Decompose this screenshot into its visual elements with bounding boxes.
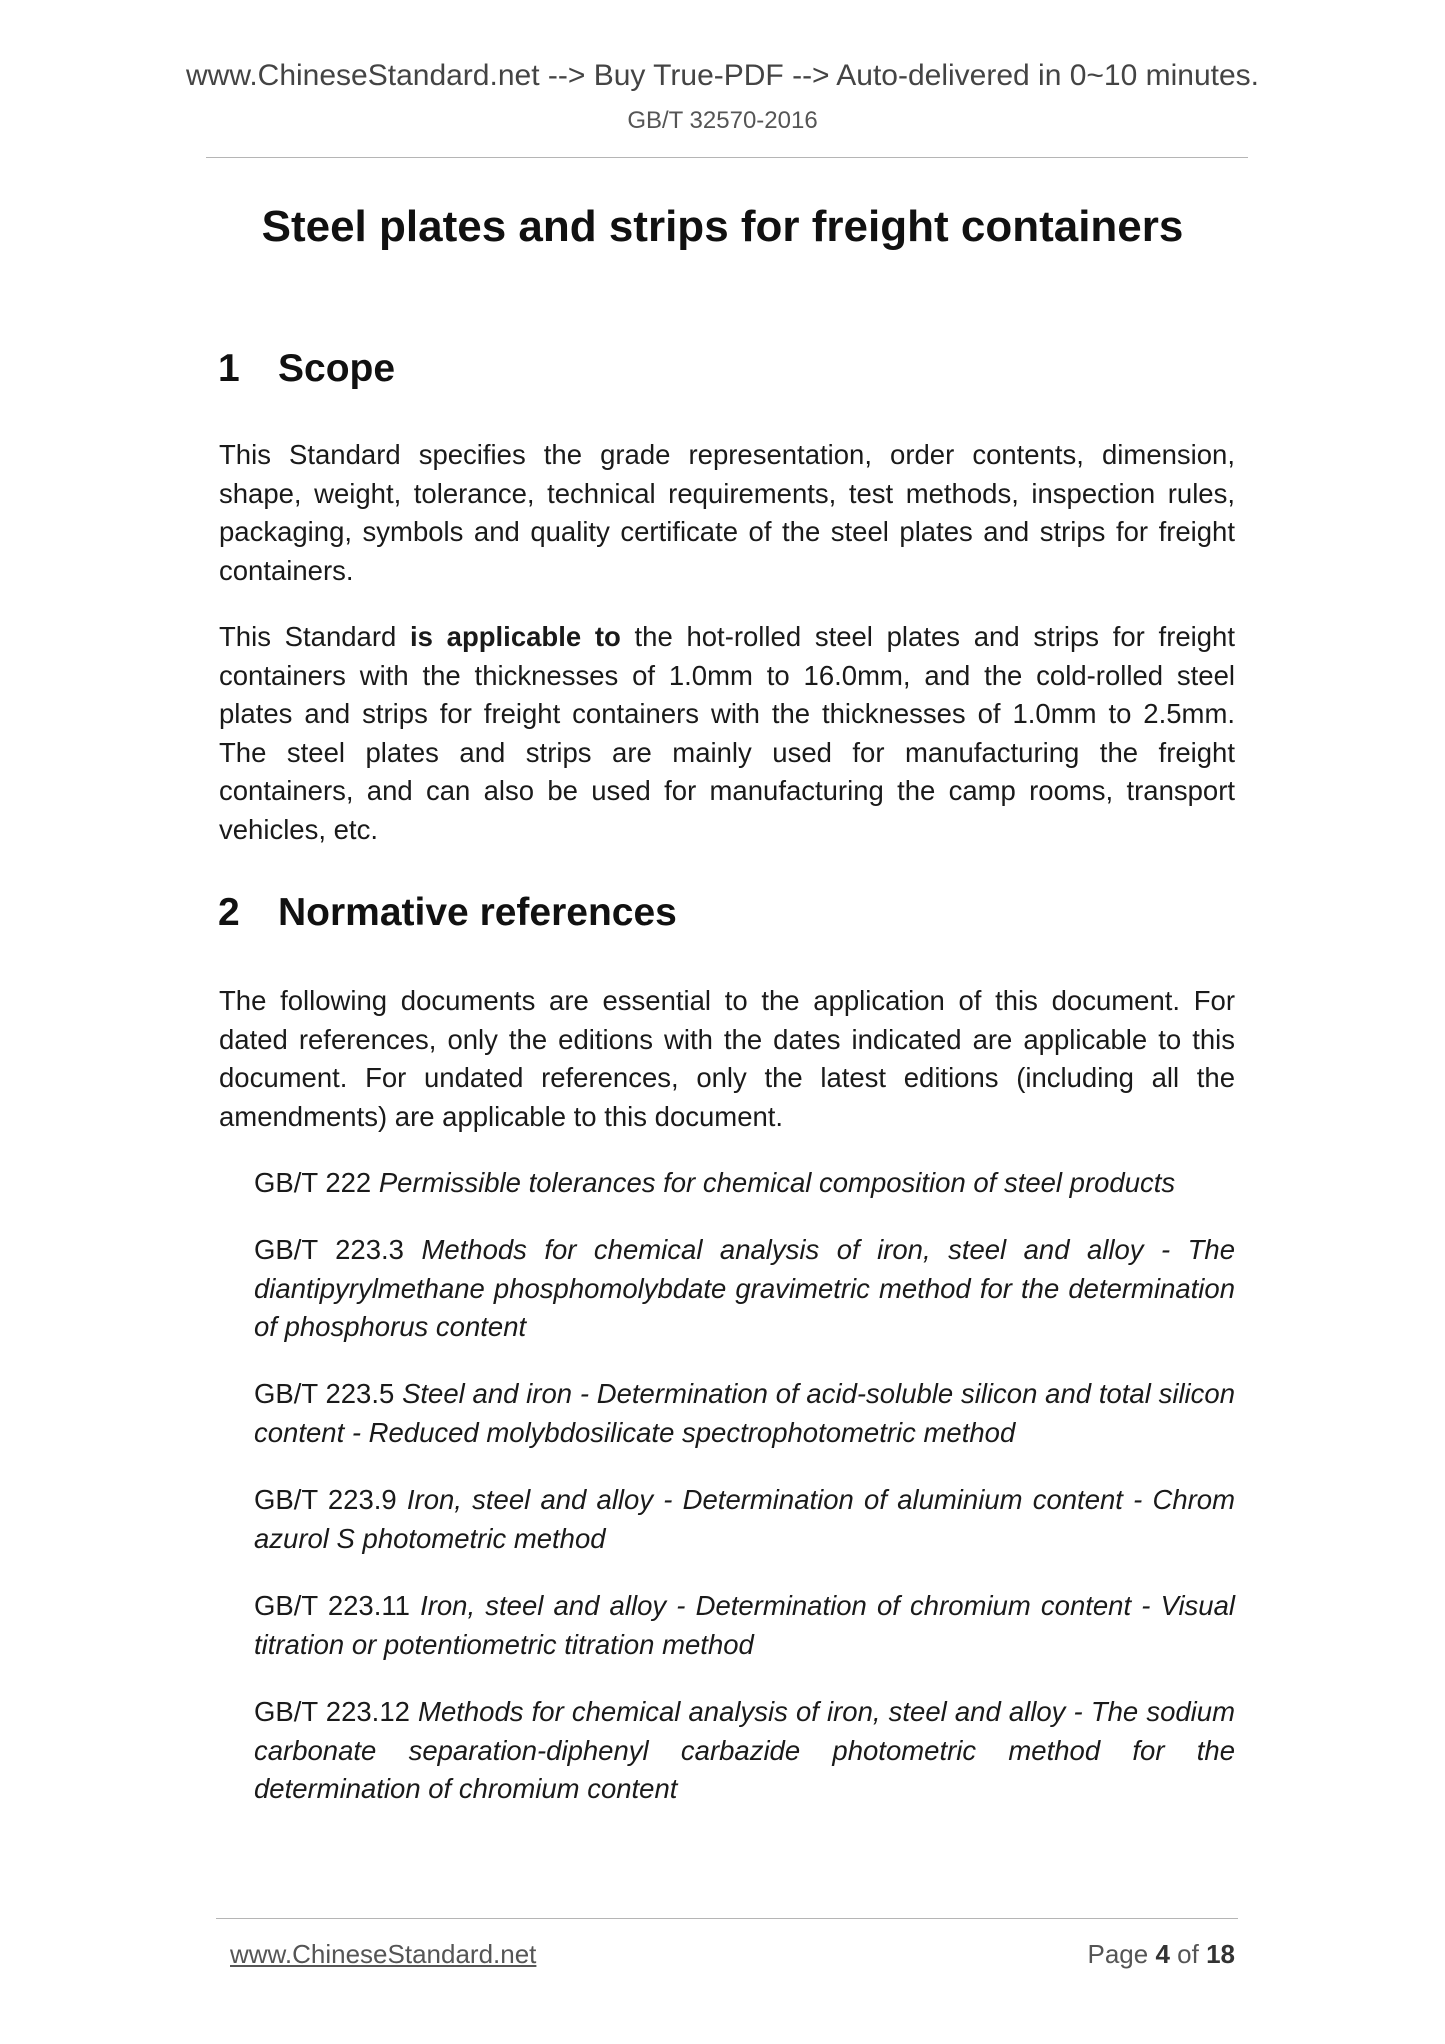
reference-item	[254, 1231, 1235, 1347]
scope-paragraph-2	[219, 618, 1235, 849]
reference-title: Methods for chemical analysis of iron, steel and alloy - The diantipyrylmethane phosphomolybdate gravimetric method for the determination of phosphorus content	[254, 1234, 1236, 1342]
reference-code: GB/T 223.12	[254, 1696, 410, 1727]
reference-code: GB/T 223.3	[254, 1234, 404, 1265]
section-1-number: 1	[218, 347, 240, 390]
scope-paragraph-1: This Standard specifies the grade representation, order contents, dimension, shape, weight, tolerance, technical requirements, test methods, inspection rules, packaging, symbols and quality certificate of the steel plates and strips for freight containers.	[219, 439, 1235, 586]
normative-intro: The following documents are essential to the application of this document. For dated references, only the editions with the dates indicated are applicable to this document. For undated references, only the latest editions (including all the amendments) are applicable to this document.	[219, 985, 1235, 1132]
reference-item	[254, 1164, 1235, 1203]
page-total: 18	[1206, 1939, 1235, 1969]
scope-paragraph-2-start: This Standard	[219, 621, 410, 652]
section-2-title: Normative references	[278, 891, 677, 934]
document-title: Steel plates and strips for freight containers	[261, 202, 1184, 251]
header-divider	[206, 157, 1248, 158]
page-indicator	[1087, 1938, 1235, 1970]
section-2-number: 2	[218, 891, 240, 934]
scope-paragraph-2-bold: is applicable to	[410, 621, 621, 652]
reference-title: Iron, steel and alloy - Determination of aluminium content - Chrom azurol S photometric method	[254, 1484, 1236, 1554]
reference-item	[254, 1481, 1235, 1558]
page-current: 4	[1155, 1939, 1170, 1969]
scope-paragraph-2-rest: the hot-rolled steel plates and strips for freight containers with the thicknesses of 1.0mm to 16.0mm, and the cold-rolled steel plates and strips for freight containers with the thicknesses of 1.0mm to 2.5mm. The steel plates and strips are mainly used for manufacturing the freight containers, and can also be used for manufacturing the camp rooms, transport vehicles, etc.	[219, 621, 1235, 845]
standard-code: GB/T 32570-2016	[627, 107, 818, 134]
page-label: Page	[1087, 1939, 1149, 1969]
header-banner: www.ChineseStandard.net --> Buy True-PDF --> Auto-delivered in 0~10 minutes.	[185, 59, 1260, 92]
reference-item	[254, 1693, 1235, 1809]
page-of: of	[1177, 1939, 1199, 1969]
reference-code: GB/T 223.9	[254, 1484, 397, 1515]
section-2-heading	[218, 889, 677, 937]
reference-code: GB/T 222	[254, 1167, 372, 1198]
footer-divider	[216, 1918, 1238, 1919]
reference-code: GB/T 223.11	[254, 1590, 410, 1621]
reference-title: Steel and iron - Determination of acid-soluble silicon and total silicon content - Reduced molybdosilicate spectrophotometric method	[254, 1378, 1235, 1448]
footer-website-link[interactable]: www.ChineseStandard.net	[230, 1939, 537, 1969]
reference-title: Iron, steel and alloy - Determination of chromium content - Visual titration or potentiometric titration method	[254, 1590, 1235, 1660]
section-1-title: Scope	[278, 347, 396, 390]
section-1-heading	[218, 345, 395, 393]
reference-code: GB/T 223.5	[254, 1378, 395, 1409]
reference-item	[254, 1375, 1235, 1452]
reference-title: Permissible tolerances for chemical composition of steel products	[378, 1167, 1176, 1198]
reference-item	[254, 1587, 1235, 1664]
reference-title: Methods for chemical analysis of iron, steel and alloy - The sodium carbonate separation-diphenyl carbazide photometric method for the determination of chromium content	[254, 1696, 1235, 1804]
